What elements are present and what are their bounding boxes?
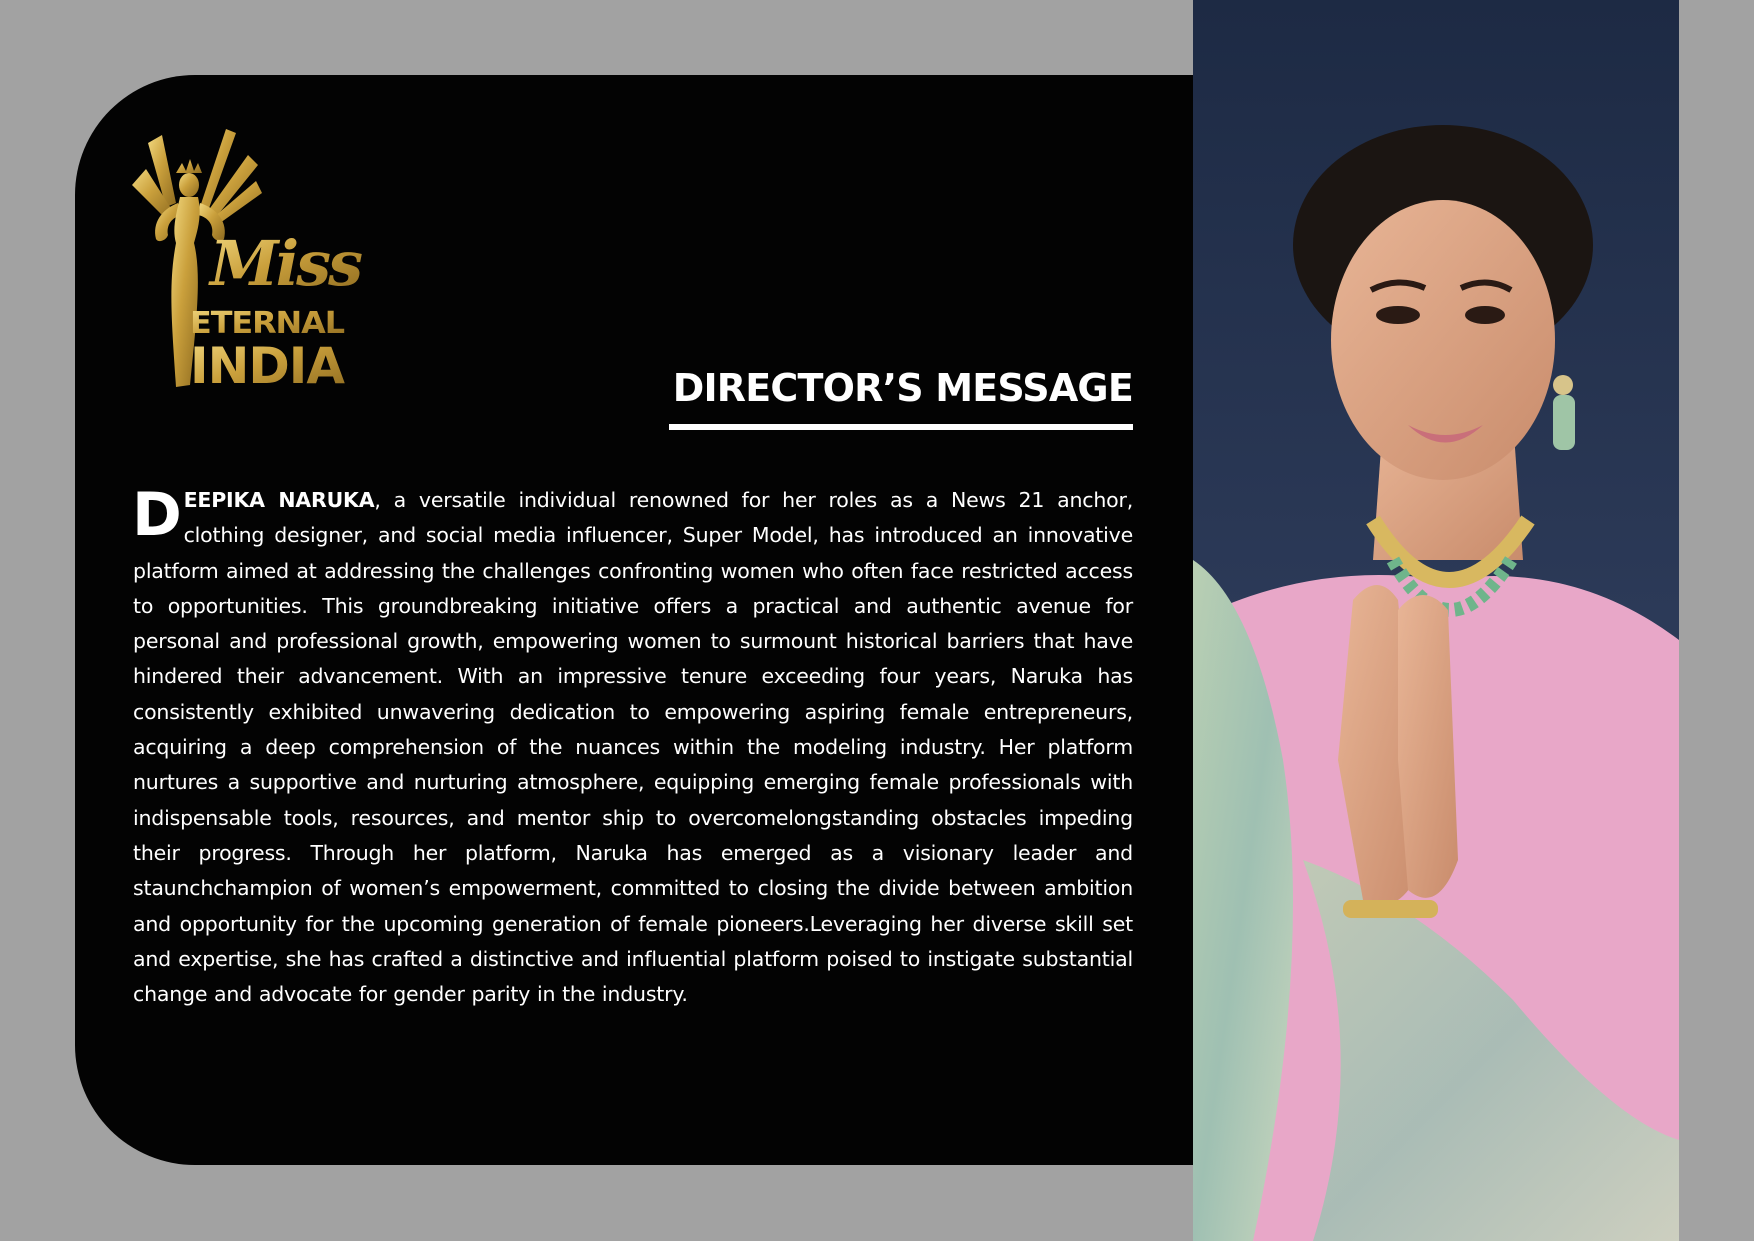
title-underline [669,424,1133,430]
logo-word-miss: Miss [210,227,360,300]
logo-word-india: INDIA [190,337,346,395]
director-name: EEPIKA NARUKA [183,488,375,512]
director-message-paragraph [132,480,1134,1012]
crowned-woman-logo-icon [128,125,368,395]
logo-word-eternal: ETERNAL [190,306,345,341]
director-portrait-photo [1193,0,1679,1241]
page-title: DIRECTOR’S MESSAGE [672,366,1133,410]
heading-block [660,362,1133,430]
message-body: , a versatile individual renowned for her roles as a News 21 anchor, clothing designer, and social media influencer, Super Model, has introduced an innovative platform aimed at addressing the challenges confronting women who often face restricted access to opportunities. This groundbreaking initiative offers a practical and authentic avenue for personal and professional growth, empowering women to surmount historical barriers that have hindered their advancement. With an impressive tenure exceeding four years, Naruka has consistently exhibited unwavering dedication to empowering aspiring female entrepreneurs, acquiring a deep comprehension of the nuances within the modeling industry. Her platform nurtures a supportive and nurturing atmosphere, equipping emerging female professionals with indispensable tools, resources, and mentor ship to overcomelongstanding obstacles impeding their progress. Through her platform, Naruka has emerged as a visionary leader and staunchchampion of women’s empowerment, committed to closing the divide between ambition and opportunity for the upcoming generation of female pioneers.Leveraging her diverse skill set and expertise, she has crafted a distinctive and influential platform poised to instigate substantial change and advocate for gender parity in the industry. [133,488,1134,1007]
drop-cap: D [132,480,182,550]
miss-eternal-india-logo [128,125,368,395]
portrait-image [1193,0,1679,1241]
